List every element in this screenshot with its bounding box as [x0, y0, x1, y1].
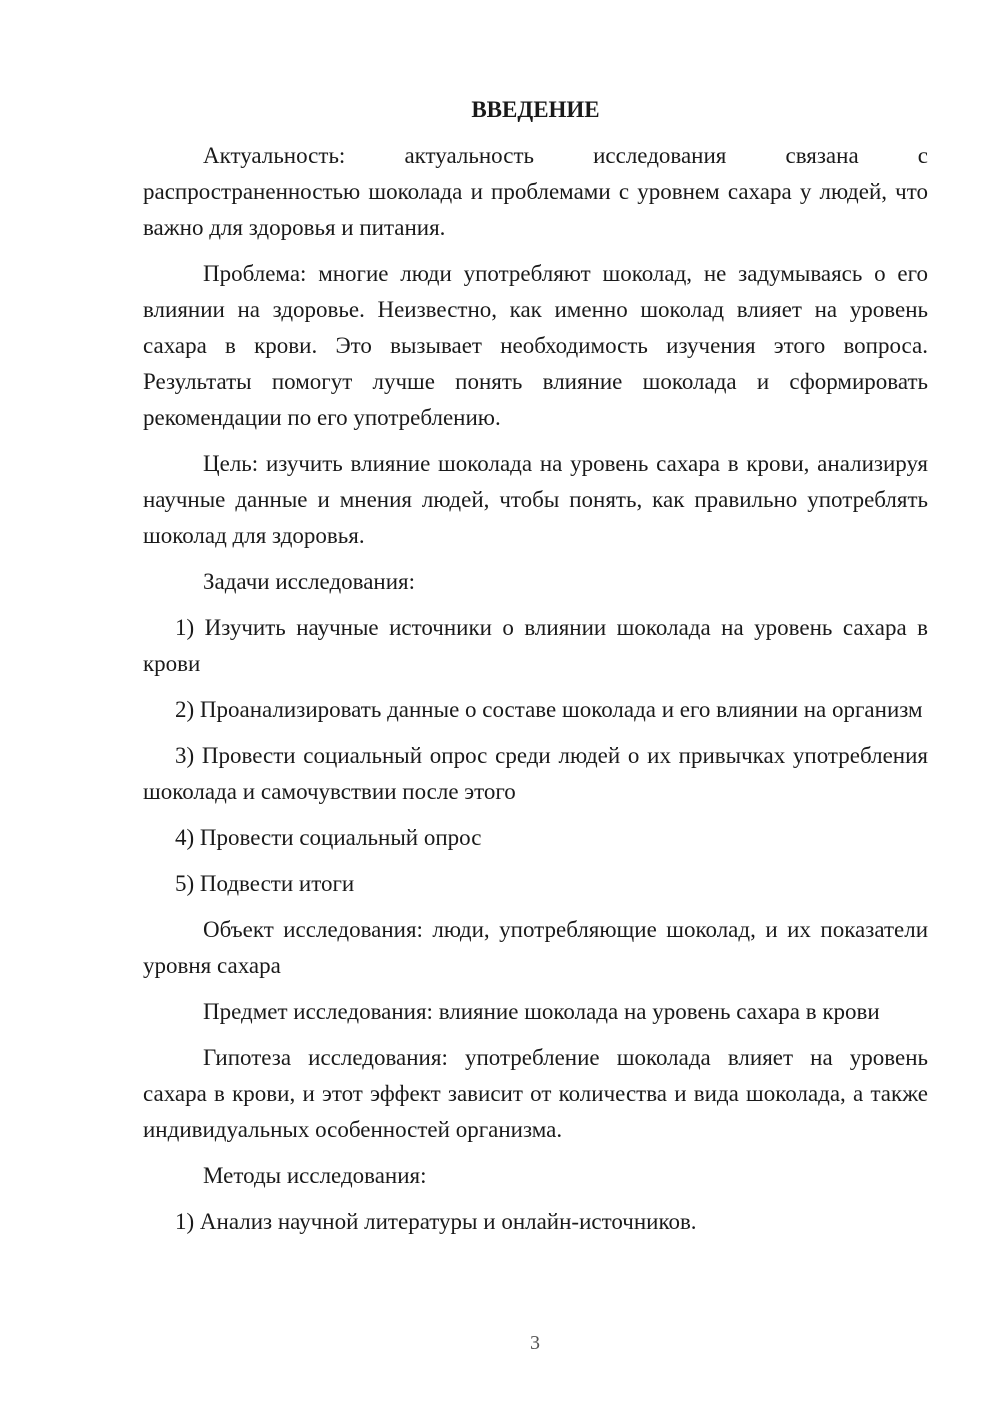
paragraph-relevance: Актуальность: актуальность исследования связана с распространенностью шоколада и проблемами с уровнем сахара у людей, что важно для здоровья и питания. [143, 143, 928, 240]
section-title: ВВЕДЕНИЕ [471, 97, 600, 122]
task-item-4: 4) Провести социальный опрос [175, 825, 482, 850]
page-content [143, 90, 928, 1250]
paragraph-goal: Цель: изучить влияние шоколада на уровень сахара в крови, анализируя научные данные и мнения людей, чтобы понять, как правильно употреблять шоколад для здоровья. [143, 451, 928, 548]
task-item-1: 1) Изучить научные источники о влиянии шоколада на уровень сахара в крови [143, 615, 928, 676]
paragraph-object: Объект исследования: люди, употребляющие шоколад, и их показатели уровня сахара [143, 917, 928, 978]
page-number: 3 [530, 1332, 540, 1354]
paragraph-problem: Проблема: многие люди употребляют шоколад, не задумываясь о его влиянии на здоровье. Неизвестно, как именно шоколад влияет на уровень сахара в крови. Это вызывает необходимость изучения этого вопроса. Результаты помогут лучше понять влияние шоколада и сформировать рекомендации по его употреблению. [143, 261, 928, 430]
paragraph-methods-heading: Методы исследования: [203, 1163, 427, 1188]
task-item-5: 5) Подвести итоги [175, 871, 355, 896]
paragraph-hypothesis: Гипотеза исследования: употребление шоколада влияет на уровень сахара в крови, и этот эффект зависит от количества и вида шоколада, а также индивидуальных особенностей организма. [143, 1045, 928, 1142]
method-item-1: 1) Анализ научной литературы и онлайн-источников. [175, 1209, 697, 1234]
paragraph-subject: Предмет исследования: влияние шоколада на уровень сахара в крови [203, 999, 880, 1024]
paragraph-tasks-heading: Задачи исследования: [203, 569, 416, 594]
task-item-2: 2) Проанализировать данные о составе шоколада и его влиянии на организм [175, 697, 923, 722]
task-item-3: 3) Провести социальный опрос среди людей о их привычках употребления шоколада и самочувствии после этого [143, 743, 928, 804]
